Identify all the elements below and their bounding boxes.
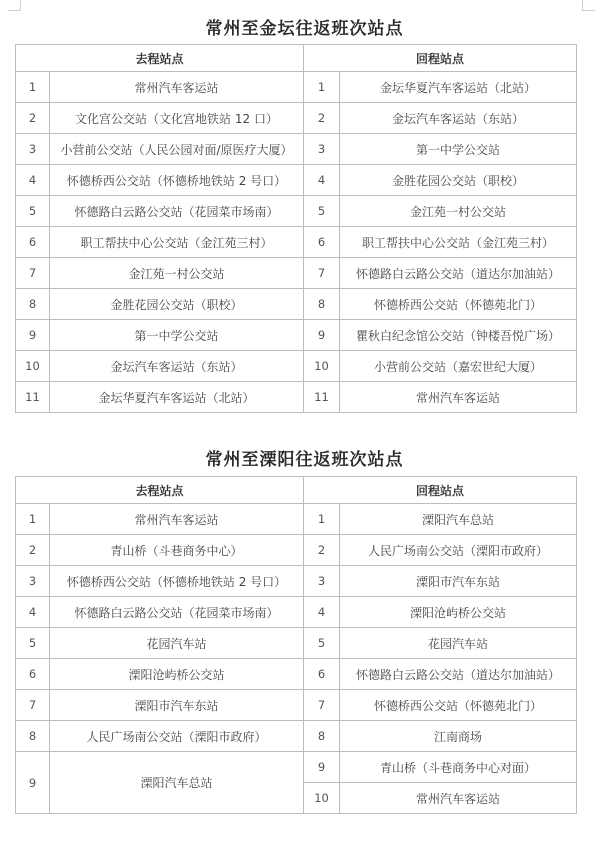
return-stop: 金坛汽车客运站（东站） <box>340 103 577 134</box>
crop-mark-right <box>582 0 595 11</box>
return-index: 1 <box>304 504 340 535</box>
outbound-stop: 溧阳汽车总站 <box>50 752 304 814</box>
crop-mark-left <box>8 0 21 11</box>
outbound-index: 3 <box>16 134 50 165</box>
table-row <box>16 289 577 320</box>
section-title-jintan: 常州至金坛往返班次站点 <box>205 19 404 39</box>
table-row <box>16 382 577 413</box>
outbound-index: 4 <box>16 597 50 628</box>
table-row <box>16 351 577 382</box>
return-index: 1 <box>304 72 340 103</box>
table-row <box>16 535 577 566</box>
outbound-stop: 花园汽车站 <box>50 628 304 659</box>
return-stop: 常州汽车客运站 <box>340 382 577 413</box>
return-index: 7 <box>304 258 340 289</box>
outbound-index: 5 <box>16 196 50 227</box>
return-index: 5 <box>304 628 340 659</box>
return-stop: 怀德路白云路公交站（道达尔加油站） <box>340 659 577 690</box>
table-row <box>16 134 577 165</box>
return-index: 2 <box>304 103 340 134</box>
outbound-stop: 金坛华夏汽车客运站（北站） <box>50 382 304 413</box>
section-title-liyang: 常州至溧阳往返班次站点 <box>205 450 404 470</box>
jintan-stops-table <box>15 44 577 413</box>
table-row <box>16 752 577 783</box>
table-row <box>16 659 577 690</box>
return-index: 2 <box>304 535 340 566</box>
outbound-index: 9 <box>16 320 50 351</box>
table-row <box>16 227 577 258</box>
table-row <box>16 597 577 628</box>
outbound-stop: 金胜花园公交站（职校） <box>50 289 304 320</box>
outbound-index: 9 <box>16 752 50 814</box>
outbound-index: 6 <box>16 659 50 690</box>
return-stop: 怀德桥西公交站（怀德苑北门） <box>340 289 577 320</box>
return-index: 5 <box>304 196 340 227</box>
outbound-index: 8 <box>16 721 50 752</box>
outbound-stop: 怀德路白云路公交站（花园菜市场南） <box>50 597 304 628</box>
return-index: 8 <box>304 721 340 752</box>
return-index: 3 <box>304 566 340 597</box>
return-stop: 怀德桥西公交站（怀德苑北门） <box>340 690 577 721</box>
return-stop: 金江苑一村公交站 <box>340 196 577 227</box>
return-index: 6 <box>304 659 340 690</box>
return-stop: 常州汽车客运站 <box>340 783 577 814</box>
table-row <box>16 258 577 289</box>
return-stop: 瞿秋白纪念馆公交站（钟楼吾悦广场） <box>340 320 577 351</box>
return-index: 6 <box>304 227 340 258</box>
return-index: 9 <box>304 320 340 351</box>
outbound-stop: 人民广场南公交站（溧阳市政府） <box>50 721 304 752</box>
return-stop: 第一中学公交站 <box>340 134 577 165</box>
table-row <box>16 165 577 196</box>
outbound-index: 2 <box>16 103 50 134</box>
outbound-index: 7 <box>16 258 50 289</box>
header-return: 回程站点 <box>304 477 577 504</box>
return-stop: 溧阳沧屿桥公交站 <box>340 597 577 628</box>
table-header-row <box>16 477 577 504</box>
return-stop: 小营前公交站（嘉宏世纪大厦） <box>340 351 577 382</box>
outbound-stop: 溧阳沧屿桥公交站 <box>50 659 304 690</box>
outbound-index: 5 <box>16 628 50 659</box>
table-row <box>16 721 577 752</box>
return-index: 3 <box>304 134 340 165</box>
outbound-index: 1 <box>16 72 50 103</box>
table-header-row <box>16 45 577 72</box>
outbound-stop: 怀德桥西公交站（怀德桥地铁站 2 号口） <box>50 566 304 597</box>
outbound-stop: 青山桥（斗巷商务中心） <box>50 535 304 566</box>
return-stop: 金坛华夏汽车客运站（北站） <box>340 72 577 103</box>
table-row <box>16 320 577 351</box>
table-row <box>16 196 577 227</box>
header-outbound: 去程站点 <box>16 45 304 72</box>
return-index: 7 <box>304 690 340 721</box>
return-stop: 溧阳市汽车东站 <box>340 566 577 597</box>
outbound-stop: 怀德路白云路公交站（花园菜市场南） <box>50 196 304 227</box>
return-stop: 江南商场 <box>340 721 577 752</box>
outbound-index: 10 <box>16 351 50 382</box>
outbound-index: 7 <box>16 690 50 721</box>
return-stop: 人民广场南公交站（溧阳市政府） <box>340 535 577 566</box>
outbound-index: 2 <box>16 535 50 566</box>
return-stop: 金胜花园公交站（职校） <box>340 165 577 196</box>
liyang-stops-table <box>15 476 577 814</box>
return-index: 10 <box>304 783 340 814</box>
outbound-stop: 小营前公交站（人民公园对面/原医疗大厦） <box>50 134 304 165</box>
outbound-stop: 常州汽车客运站 <box>50 504 304 535</box>
outbound-stop: 溧阳市汽车东站 <box>50 690 304 721</box>
outbound-index: 11 <box>16 382 50 413</box>
outbound-index: 3 <box>16 566 50 597</box>
return-stop: 怀德路白云路公交站（道达尔加油站） <box>340 258 577 289</box>
return-index: 11 <box>304 382 340 413</box>
outbound-index: 6 <box>16 227 50 258</box>
outbound-stop: 常州汽车客运站 <box>50 72 304 103</box>
return-stop: 溧阳汽车总站 <box>340 504 577 535</box>
table-row <box>16 690 577 721</box>
outbound-index: 1 <box>16 504 50 535</box>
header-return: 回程站点 <box>304 45 577 72</box>
outbound-stop: 第一中学公交站 <box>50 320 304 351</box>
outbound-stop: 怀德桥西公交站（怀德桥地铁站 2 号口） <box>50 165 304 196</box>
return-index: 4 <box>304 165 340 196</box>
table-row <box>16 504 577 535</box>
return-index: 8 <box>304 289 340 320</box>
outbound-stop: 文化宫公交站（文化宫地铁站 12 口） <box>50 103 304 134</box>
table-row <box>16 566 577 597</box>
return-stop: 青山桥（斗巷商务中心对面） <box>340 752 577 783</box>
table-row <box>16 628 577 659</box>
header-outbound: 去程站点 <box>16 477 304 504</box>
table-row <box>16 72 577 103</box>
outbound-index: 8 <box>16 289 50 320</box>
return-index: 10 <box>304 351 340 382</box>
outbound-stop: 金江苑一村公交站 <box>50 258 304 289</box>
return-stop: 职工帮扶中心公交站（金江苑三村） <box>340 227 577 258</box>
outbound-stop: 职工帮扶中心公交站（金江苑三村） <box>50 227 304 258</box>
return-index: 9 <box>304 752 340 783</box>
outbound-index: 4 <box>16 165 50 196</box>
table-row <box>16 103 577 134</box>
return-index: 4 <box>304 597 340 628</box>
outbound-stop: 金坛汽车客运站（东站） <box>50 351 304 382</box>
return-stop: 花园汽车站 <box>340 628 577 659</box>
